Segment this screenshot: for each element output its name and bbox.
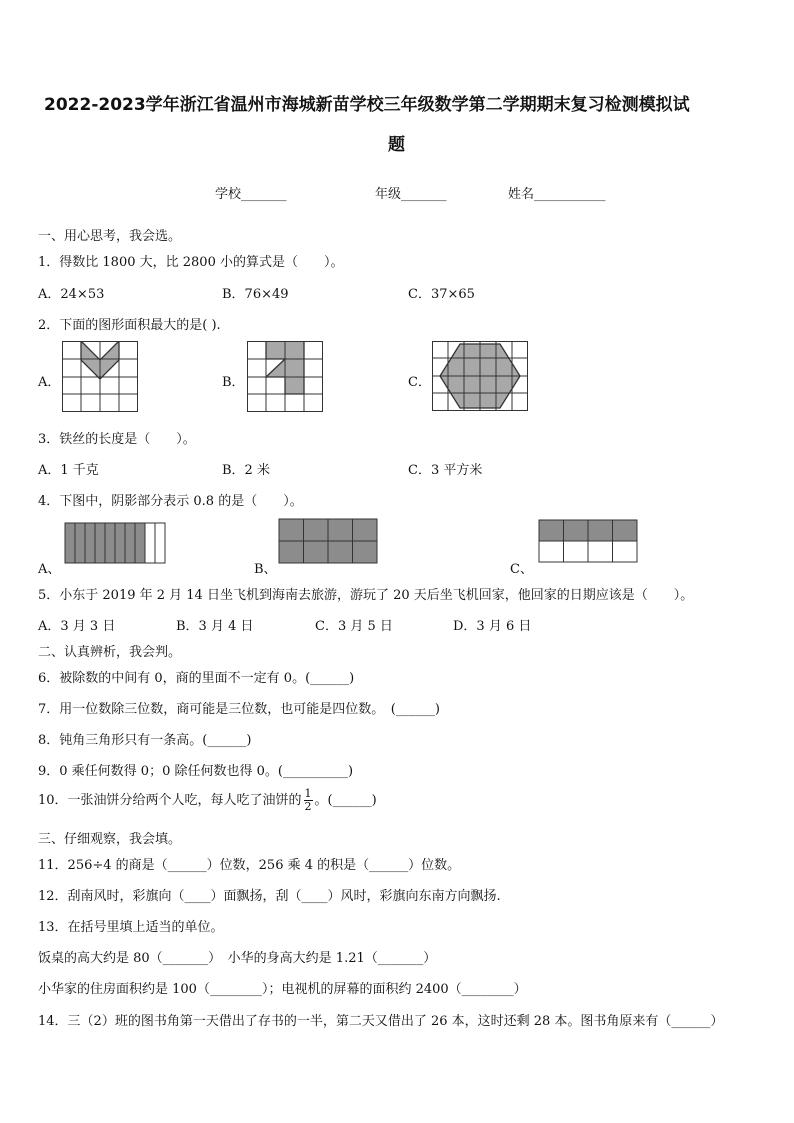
section-2-heading: 二、认真辨析，我会判。 [38,645,182,660]
q1-text: 1．得数比 1800 大，比 2800 小的算式是（ ）。 [38,255,344,270]
q3-option-c: C．3 平方米 [408,463,483,478]
grade-field: 年级_______ [375,187,447,202]
q4-option-a: A、 [38,562,61,577]
q3-option-a: A．1 千克 [38,463,99,478]
q2-figure-c [432,341,528,411]
q5-option-d: D．3 月 6 日 [453,619,532,634]
q10-fraction-numerator: 1 [304,787,312,800]
section-3-heading: 三、仔细观察，我会填。 [38,832,182,847]
q4-figure-a [64,522,166,564]
q13-line-a: 饭桌的高大约是 80（_______） 小华的身高大约是 1.21（_______） [38,951,437,966]
q1-option-a: A．24×53 [38,287,105,302]
q4-option-c: C、 [510,562,533,577]
q10-fraction [304,788,313,813]
q4-figure-c [538,519,638,563]
q8-text: 8．钝角三角形只有一条高。(______) [38,733,252,748]
q13-text: 13．在括号里填上适当的单位。 [38,920,224,935]
school-field: 学校_______ [215,187,287,202]
q1-option-b: B．76×49 [222,287,289,302]
q2-option-c: C． [408,375,431,390]
q5-option-c: C．3 月 5 日 [315,619,393,634]
q13-line-b: 小华家的住房面积约是 100（________）；电视机的屏幕的面积约 2400（________） [38,982,527,997]
q1-option-c: C．37×65 [408,287,475,302]
title-line-1: 2022-2023学年浙江省温州市海城新苗学校三年级数学第二学期期末复习检测模拟试 [44,95,690,115]
q2-figure-a [62,341,138,412]
q5-text: 5．小东于 2019 年 2 月 14 日坐飞机到海南去旅游，游玩了 20 天后坐飞机回家，他回家的日期应该是（ ）。 [38,588,694,603]
q10-text [38,788,377,813]
q4-figure-b [278,518,378,564]
q3-text: 3．铁丝的长度是（ ）。 [38,432,196,447]
name-field: 姓名___________ [508,187,606,202]
q3-option-b: B．2 米 [222,463,270,478]
q2-option-a: A． [38,375,61,390]
q5-option-a: A．3 月 3 日 [38,619,116,634]
q14-text: 14．三（2）班的图书角第一天借出了存书的一半，第二天又借出了 26 本，这时还剩 28 本。图书角原来有（______） [38,1014,724,1029]
q4-text: 4．下图中，阴影部分表示 0.8 的是（ ）。 [38,494,303,509]
q10-suffix: 。(______) [314,793,377,808]
q2-option-b: B． [222,375,245,390]
q5-option-b: B．3 月 4 日 [176,619,254,634]
q12-text: 12．刮南风时，彩旗向（____）面飘扬，刮（____）风时，彩旗向东南方向飘扬. [38,889,501,904]
q2-figure-b [247,341,323,412]
q4-option-b: B、 [254,562,277,577]
q7-text: 7．用一位数除三位数，商可能是三位数，也可能是四位数。 (______) [38,702,440,717]
q10-fraction-denominator: 2 [304,800,312,813]
q10-prefix: 10．一张油饼分给两个人吃，每人吃了油饼的 [38,793,302,808]
q6-text: 6．被除数的中间有 0，商的里面不一定有 0。(______) [38,671,355,686]
section-1-heading: 一、用心思考，我会选。 [38,229,182,244]
q2-text: 2．下面的图形面积最大的是( ). [38,318,221,333]
q9-text: 9．0 乘任何数得 0；0 除任何数也得 0。(__________) [38,764,354,779]
title-line-2: 题 [388,135,405,155]
q11-text: 11．256÷4 的商是（______）位数，256 乘 4 的积是（______）位数。 [38,858,461,873]
